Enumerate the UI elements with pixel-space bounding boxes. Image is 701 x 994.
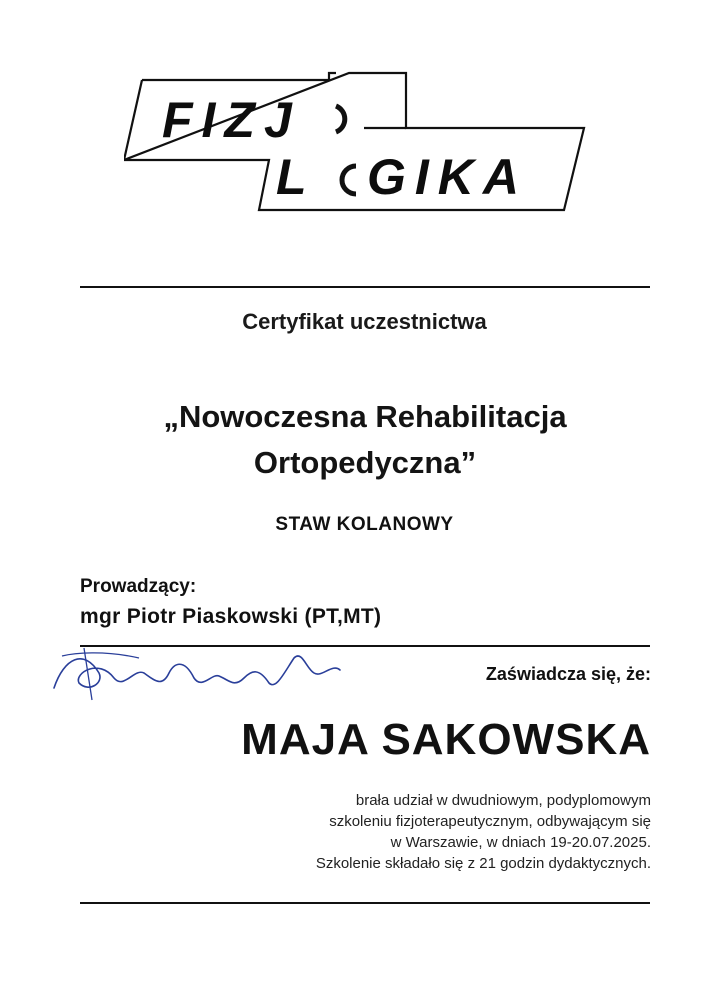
course-subtitle: STAW KOLANOWY (275, 514, 454, 535)
divider-bottom (80, 902, 650, 904)
details-line4: Szkolenie składało się z 21 godzin dydaktycznych. (315, 855, 651, 872)
divider-top (80, 286, 650, 288)
course-title-line2: Ortopedyczna” (253, 445, 477, 480)
details-line3: w Warszawie, w dniach 19-20.07.2025. (390, 834, 651, 851)
attestation-label: Zaświadcza się, że: (485, 664, 651, 684)
instructor-signature (44, 628, 364, 713)
instructor-label: Prowadzący: (80, 576, 197, 597)
participation-details (231, 790, 651, 874)
logo-text-line2-end: GIKA (367, 149, 528, 205)
course-title (60, 394, 670, 486)
fizjologika-logo (124, 70, 594, 220)
logo-text-line1: FIZJ (162, 92, 301, 148)
details-line1: brała udział w dwudniowym, podyplomowym (355, 792, 651, 809)
signature-scribble (44, 628, 364, 708)
certificate-title: Certyfikat uczestnictwa (242, 309, 487, 334)
divider-middle (80, 645, 650, 647)
instructor-name: mgr Piotr Piaskowski (PT,MT) (80, 605, 382, 628)
participant-name: MAJA SAKOWSKA (241, 715, 651, 764)
course-title-line1: „Nowoczesna Rehabilitacja (163, 399, 567, 434)
details-line2: szkoleniu fizjoterapeutycznym, odbywającym się (329, 813, 651, 830)
logo-text-line2: L (276, 149, 316, 205)
